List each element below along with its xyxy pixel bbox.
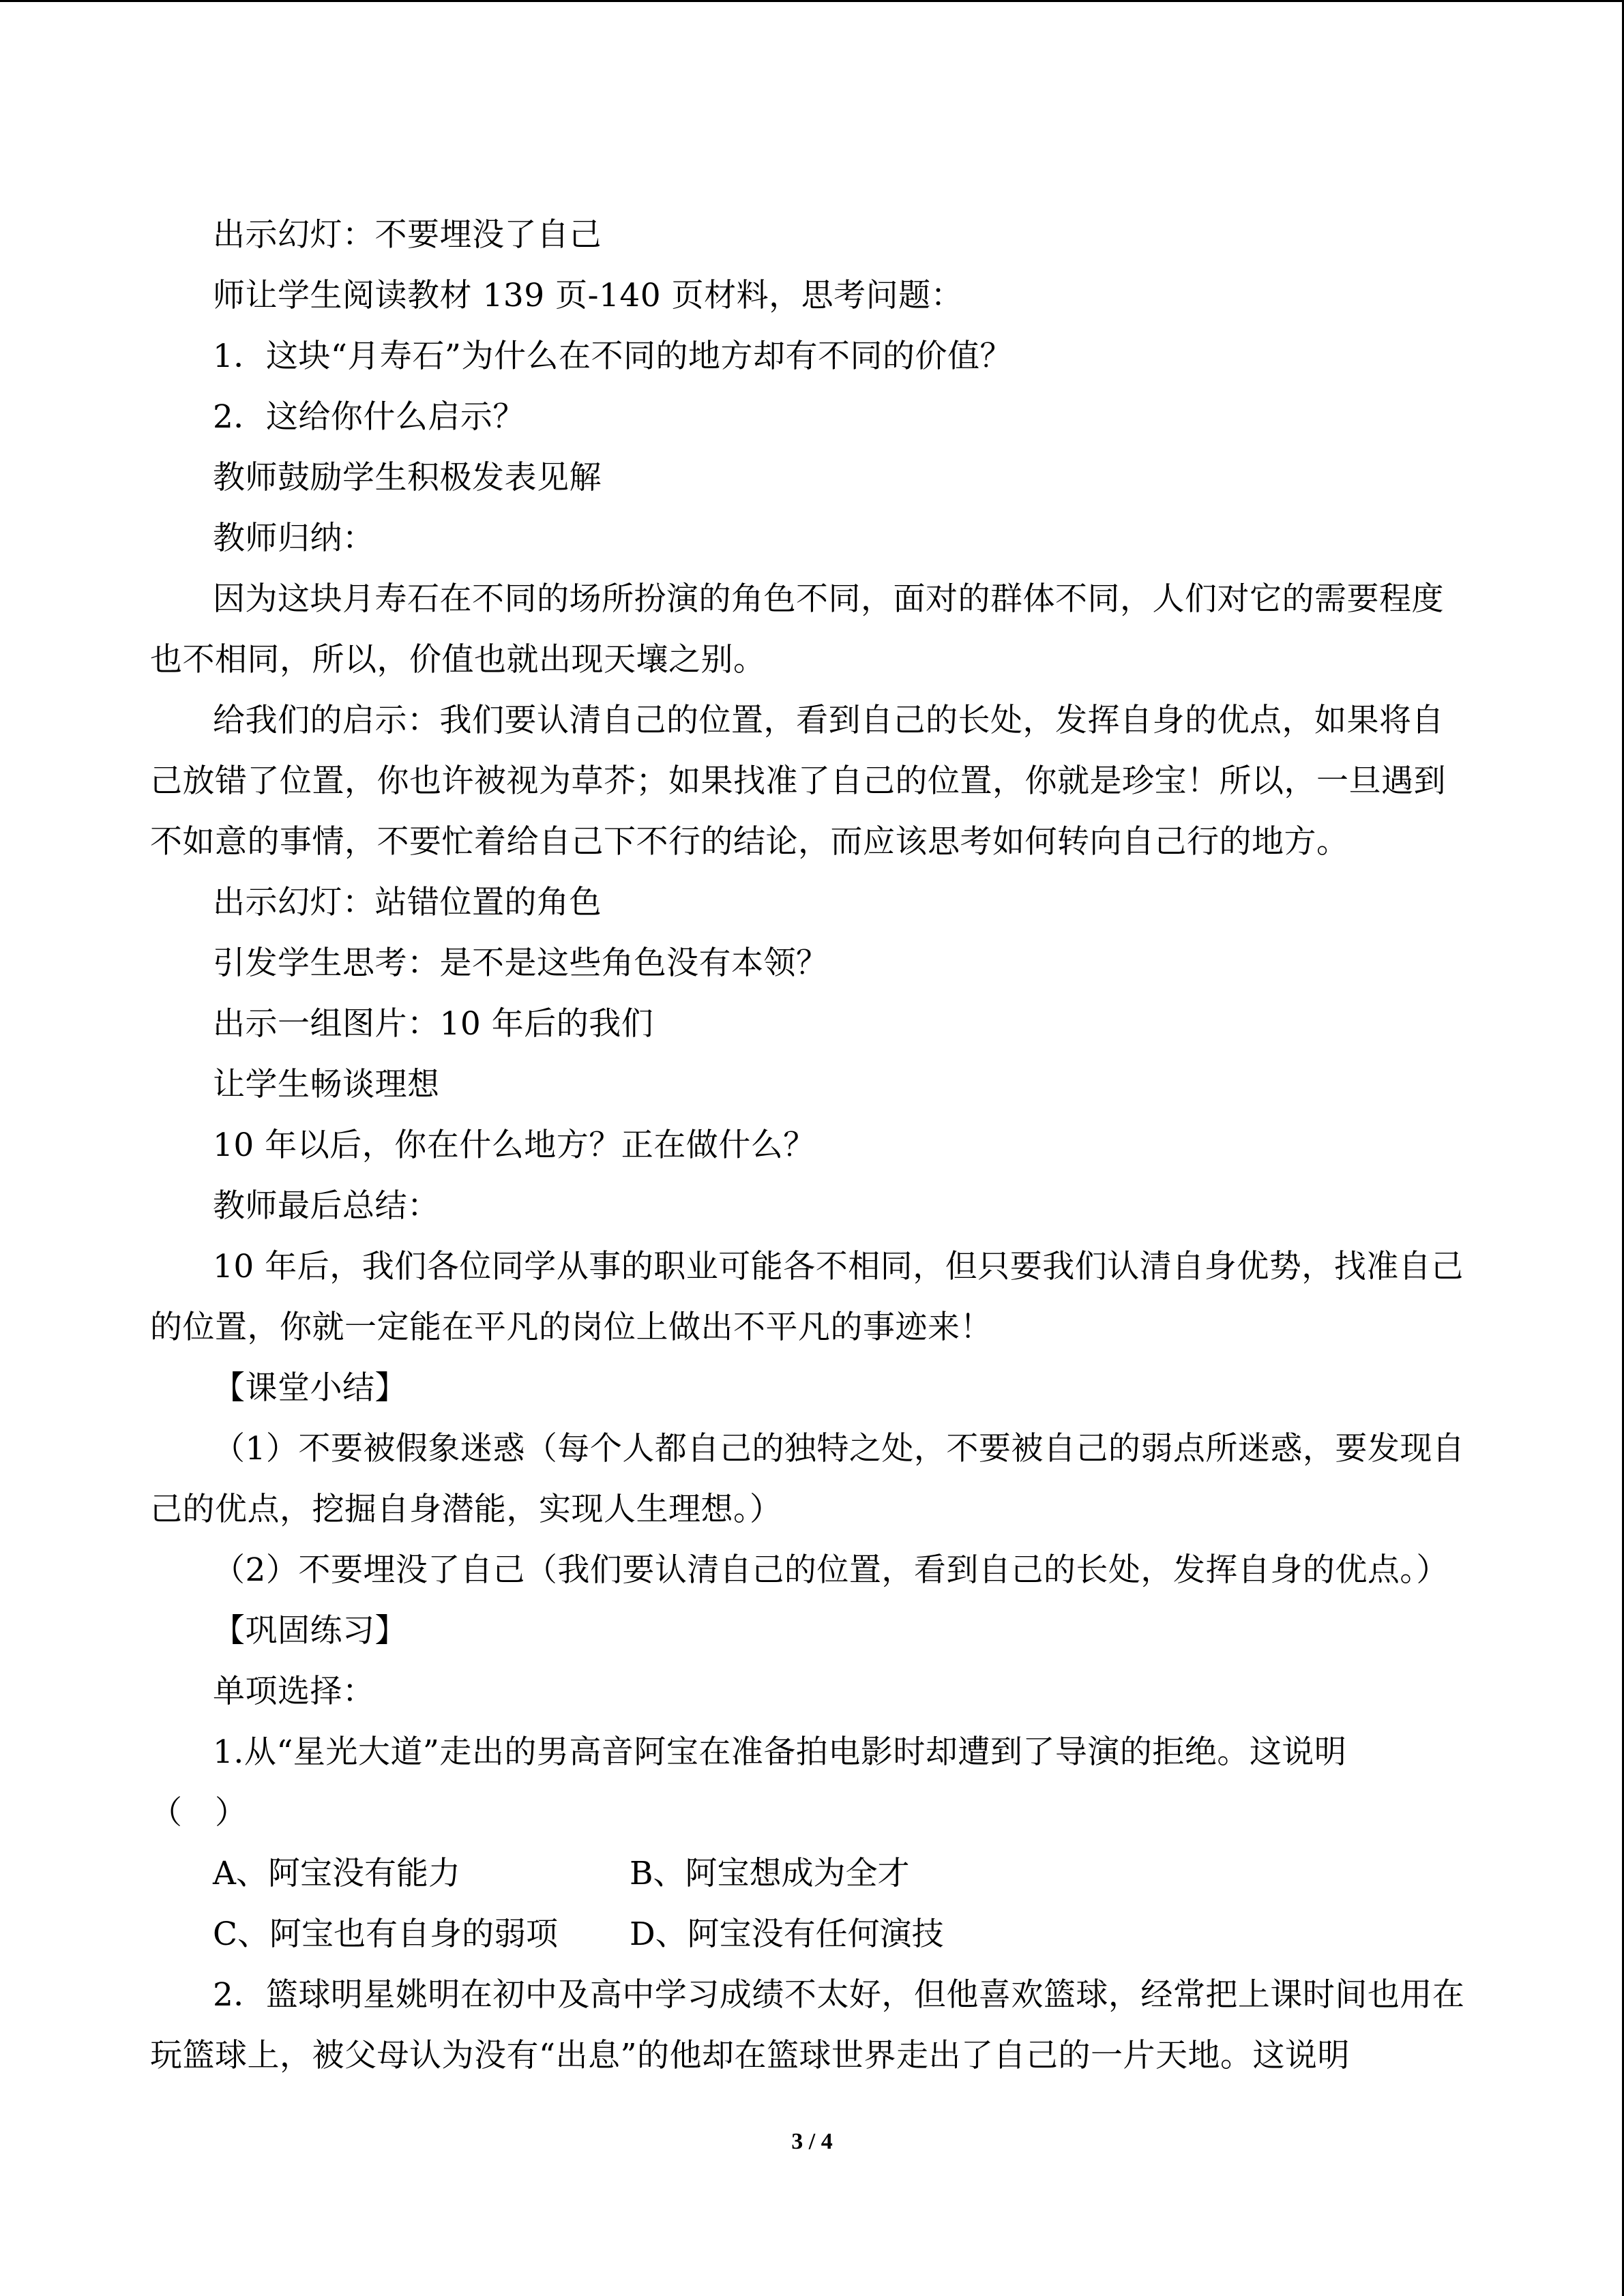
option-b: B、阿宝想成为全才	[630, 1855, 910, 1892]
paragraph-line: 教师最后总结：	[213, 1187, 440, 1225]
page-number: 3 / 4	[791, 2129, 833, 2154]
question-2-continued: 玩篮球上，被父母认为没有“出息”的他却在篮球世界走出了自己的一片天地。这说明	[150, 2037, 1350, 2074]
options-row-1	[150, 1843, 1480, 1904]
paragraph-line: 教师鼓励学生积极发表见解	[213, 459, 602, 496]
answer-blank: （ ）	[150, 1794, 248, 1832]
paragraph-line: 引发学生思考：是不是这些角色没有本领？	[213, 944, 829, 982]
paragraph-line: 也不相同，所以，价值也就出现天壤之别。	[150, 641, 766, 679]
paragraph-line: 2．这给你什么启示？	[213, 398, 525, 436]
option-a: A、阿宝没有能力	[213, 1855, 460, 1892]
option-d: D、阿宝没有任何演技	[630, 1915, 944, 1953]
paragraph-line: （2）不要埋没了自己（我们要认清自己的位置，看到自己的长处，发挥自身的优点。）	[213, 1551, 1449, 1589]
paragraph-line: （1）不要被假象迷惑（每个人都自己的独特之处，不要被自己的弱点所迷惑，要发现自	[213, 1430, 1465, 1467]
paragraph-line: 出示幻灯：站错位置的角色	[213, 884, 602, 921]
paragraph-line: 10 年以后，你在什么地方？正在做什么？	[213, 1127, 816, 1164]
section-heading: 【巩固练习】	[213, 1612, 407, 1650]
paragraph-line: 己放错了位置，你也许被视为草芥；如果找准了自己的位置，你就是珍宝！所以，一旦遇到	[150, 762, 1446, 800]
paragraph-line: 单项选择：	[213, 1673, 375, 1710]
paragraph-line: 给我们的启示：我们要认清自己的位置，看到自己的长处，发挥自身的优点，如果将自	[213, 702, 1444, 739]
paragraph-line: 因为这块月寿石在不同的场所扮演的角色不同，面对的群体不同，人们对它的需要程度	[213, 580, 1444, 618]
question-1: 1.从“星光大道”走出的男高音阿宝在准备拍电影时却遭到了导演的拒绝。这说明	[213, 1733, 1347, 1771]
question-2: 2．篮球明星姚明在初中及高中学习成绩不太好，但他喜欢篮球，经常把上课时间也用在	[213, 1976, 1465, 2014]
option-c: C、阿宝也有自身的弱项	[213, 1915, 558, 1953]
document-body	[150, 205, 1480, 2086]
paragraph-line: 1．这块“月寿石”为什么在不同的地方却有不同的价值？	[213, 338, 1012, 375]
paragraph-line: 10 年后，我们各位同学从事的职业可能各不相同，但只要我们认清自身优势，找准自己	[213, 1248, 1464, 1285]
options-row-2	[150, 1904, 1480, 1965]
paragraph-line: 不如意的事情，不要忙着给自己下不行的结论，而应该思考如何转向自己行的地方。	[150, 823, 1349, 861]
paragraph-line: 教师归纳：	[213, 520, 375, 557]
paragraph-line: 出示一组图片：10 年后的我们	[213, 1005, 654, 1043]
paragraph-line: 让学生畅谈理想	[213, 1066, 440, 1103]
paragraph-line: 的位置，你就一定能在平凡的岗位上做出不平凡的事迹来！	[150, 1309, 992, 1346]
section-heading: 【课堂小结】	[213, 1369, 407, 1407]
paragraph-line: 师让学生阅读教材 139 页-140 页材料，思考问题：	[213, 277, 964, 314]
paragraph-line: 己的优点，挖掘自身潜能，实现人生理想。）	[150, 1491, 782, 1528]
paragraph-line: 出示幻灯：不要埋没了自己	[213, 216, 602, 254]
